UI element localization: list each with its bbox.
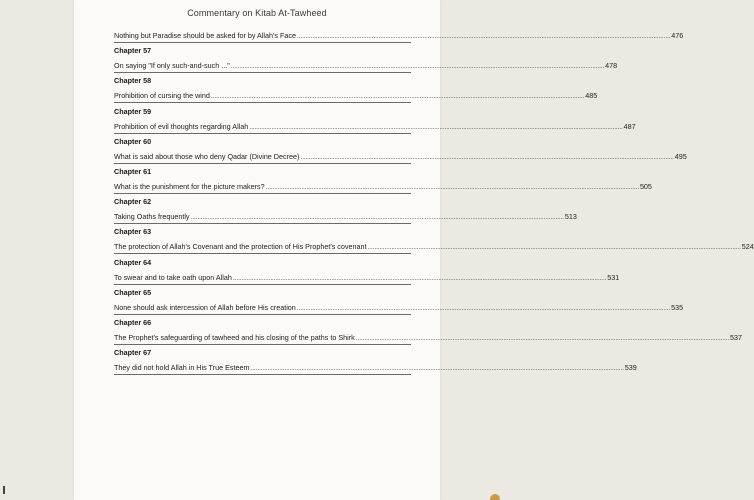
running-header: Commentary on Kitab At-Tawheed (187, 8, 327, 18)
dot-leader: ............................................................................................................................................................................................................................ (367, 242, 741, 252)
toc-entry (114, 362, 637, 375)
toc-entry-title: What is said about those who deny Qadar (Divine Decree) (114, 151, 300, 161)
toc-entry (114, 211, 577, 224)
chapter-heading: Chapter 62 (114, 197, 152, 207)
toc-entry (114, 90, 598, 103)
toc-entry-title: To swear and to take oath upon Allah (114, 272, 232, 282)
dot-leader: ............................................................................................................................................................................................................................ (230, 61, 605, 71)
toc-page-number: 537 (730, 333, 743, 342)
toc-page-number: 524 (741, 242, 754, 252)
chapter-heading: Chapter 64 (114, 257, 152, 267)
toc-entry (114, 272, 620, 285)
toc-entry-title: The protection of Allah's Covenant and the protection of His Prophet's covenant (114, 242, 367, 252)
toc-page-number: 487 (623, 121, 636, 131)
toc-entry-title: Prohibition of cursing the wind (114, 91, 210, 101)
chapter-heading: Chapter 60 (114, 136, 152, 146)
dot-leader: ............................................................................................................................................................................................................................ (210, 91, 585, 101)
corner-decoration (490, 494, 500, 500)
toc-entry (114, 302, 684, 315)
toc-entry-title: They did not hold Allah in His True Esteem (114, 363, 250, 373)
chapter-heading: Chapter 57 (114, 46, 152, 56)
toc-entry-title: Prohibition of evil thoughts regarding Allah (114, 121, 249, 131)
chapter-heading: Chapter 67 (114, 348, 152, 358)
chapter-heading: Chapter 59 (114, 106, 152, 116)
dot-leader: ............................................................................................................................................................................................................................ (296, 31, 671, 40)
toc-entry (114, 241, 754, 254)
toc-entry (114, 60, 618, 73)
book-page (74, 0, 754, 500)
dot-leader: ............................................................................................................................................................................................................................ (300, 151, 674, 161)
toc-entry-title: Taking Oaths frequently (114, 212, 190, 222)
toc-entry (114, 121, 636, 134)
chapter-heading: Chapter 61 (114, 166, 152, 176)
chapter-heading: Chapter 58 (114, 76, 152, 86)
toc-page-number: 478 (605, 61, 618, 71)
toc-entry (114, 151, 687, 164)
dot-leader: ............................................................................................................................................................................................................................ (232, 272, 607, 282)
toc-page-number: 531 (607, 272, 620, 282)
toc-page-number: 485 (585, 91, 598, 101)
toc-entry (114, 181, 652, 194)
toc-entry-title: The Prophet's safeguarding of tawheed and his closing of the paths to Shirk (114, 333, 355, 342)
toc-entry-title: None should ask intercession of Allah before His creation (114, 302, 296, 312)
toc-entry (114, 332, 743, 345)
toc-page-number: 535 (671, 302, 684, 312)
toc-entry (114, 30, 684, 43)
toc-page-number: 495 (674, 151, 687, 161)
toc-entry-title: What is the punishment for the picture makers? (114, 182, 265, 191)
page-edge-mark (3, 486, 5, 494)
dot-leader: ............................................................................................................................................................................................................................ (249, 121, 623, 131)
toc-entry-title: On saying "If only such-and-such ..." (114, 61, 230, 71)
chapter-heading: Chapter 66 (114, 317, 152, 327)
dot-leader: ............................................................................................................................................................................................................................ (296, 302, 671, 312)
dot-leader: ............................................................................................................................................................................................................................ (190, 212, 564, 222)
toc-page-number: 476 (671, 31, 684, 40)
dot-leader: ............................................................................................................................................................................................................................ (250, 363, 624, 373)
chapter-heading: Chapter 65 (114, 287, 152, 297)
toc-entry-title: Nothing but Paradise should be asked for by Allah's Face (114, 31, 296, 40)
toc-page-number: 539 (624, 363, 637, 373)
dot-leader: ............................................................................................................................................................................................................................ (355, 333, 730, 342)
toc-page-number: 513 (564, 212, 577, 222)
dot-leader: ............................................................................................................................................................................................................................ (265, 182, 639, 191)
chapter-heading: Chapter 63 (114, 227, 152, 237)
toc-page-number: 505 (639, 182, 652, 191)
